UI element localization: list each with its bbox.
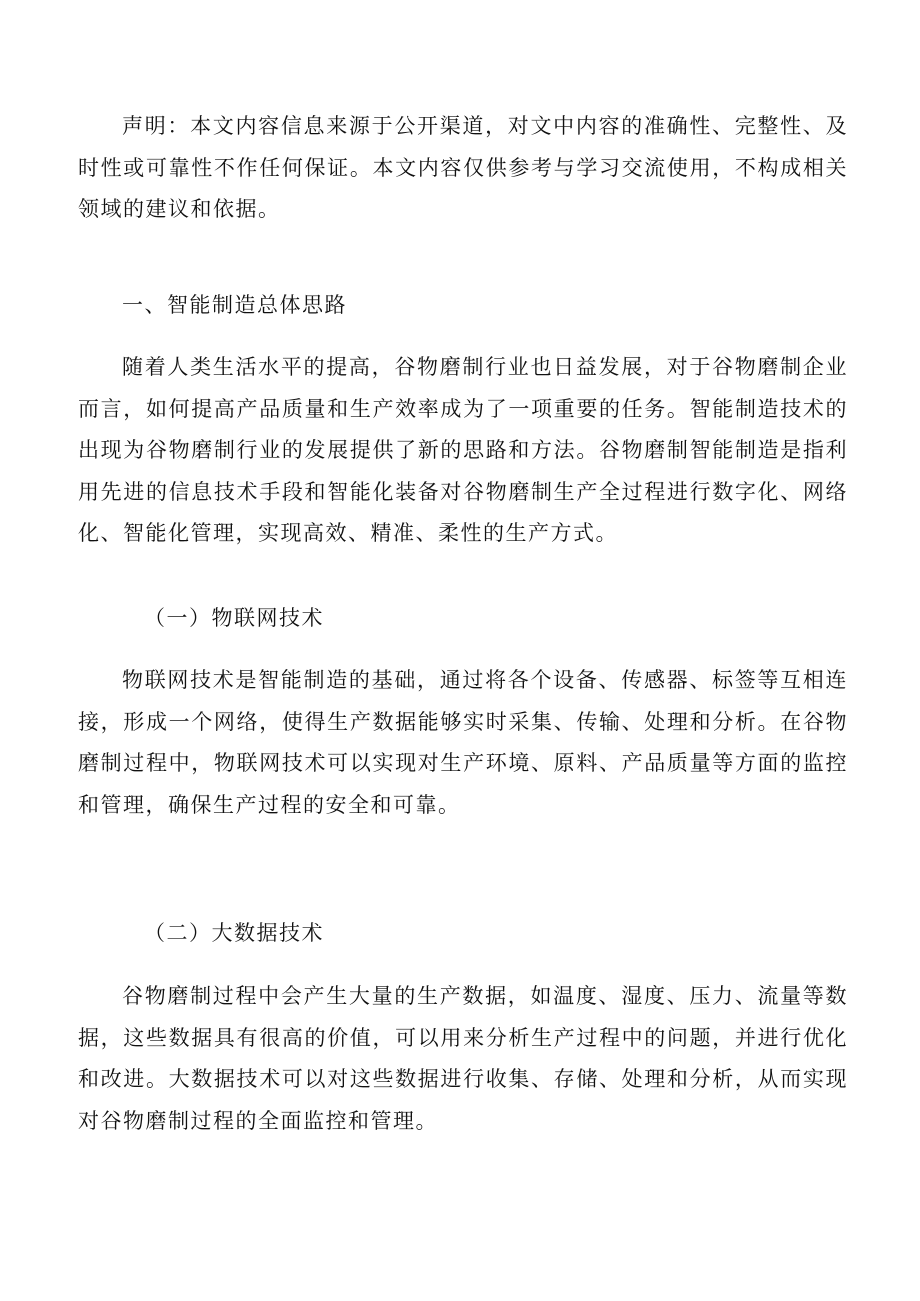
subsection-body-big-data: 谷物磨制过程中会产生大量的生产数据，如温度、湿度、压力、流量等数据，这些数据具有很高的价值，可以用来分析生产过程中的问题，并进行优化和改进。大数据技术可以对这些数据进行收集、存储、处理和分析，从而实现对谷物磨制过程的全面监控和管理。 bbox=[78, 984, 848, 1133]
subsection-heading-iot: （一）物联网技术 bbox=[144, 606, 324, 630]
section-heading-overall-approach: 一、智能制造总体思路 bbox=[122, 293, 347, 317]
section-body-overall-approach: 随着人类生活水平的提高，谷物磨制行业也日益发展，对于谷物磨制企业而言，如何提高产品质量和生产效率成为了一项重要的任务。智能制造技术的出现为谷物磨制行业的发展提供了新的思路和方法。谷物磨制智能制造是指利用先进的信息技术手段和智能化装备对谷物磨制生产全过程进行数字化、网络化、智能化管理，实现高效、精准、柔性的生产方式。 bbox=[78, 355, 848, 545]
disclaimer-paragraph: 声明：本文内容信息来源于公开渠道，对文中内容的准确性、完整性、及时性或可靠性不作任何保证。本文内容仅供参考与学习交流使用，不构成相关领域的建议和依据。 bbox=[78, 114, 848, 221]
subsection-body-iot: 物联网技术是智能制造的基础，通过将各个设备、传感器、标签等互相连接，形成一个网络，使得生产数据能够实时采集、传输、处理和分析。在谷物磨制过程中，物联网技术可以实现对生产环境、原料、产品质量等方面的监控和管理，确保生产过程的安全和可靠。 bbox=[78, 668, 848, 817]
subsection-heading-big-data: （二）大数据技术 bbox=[144, 921, 324, 945]
